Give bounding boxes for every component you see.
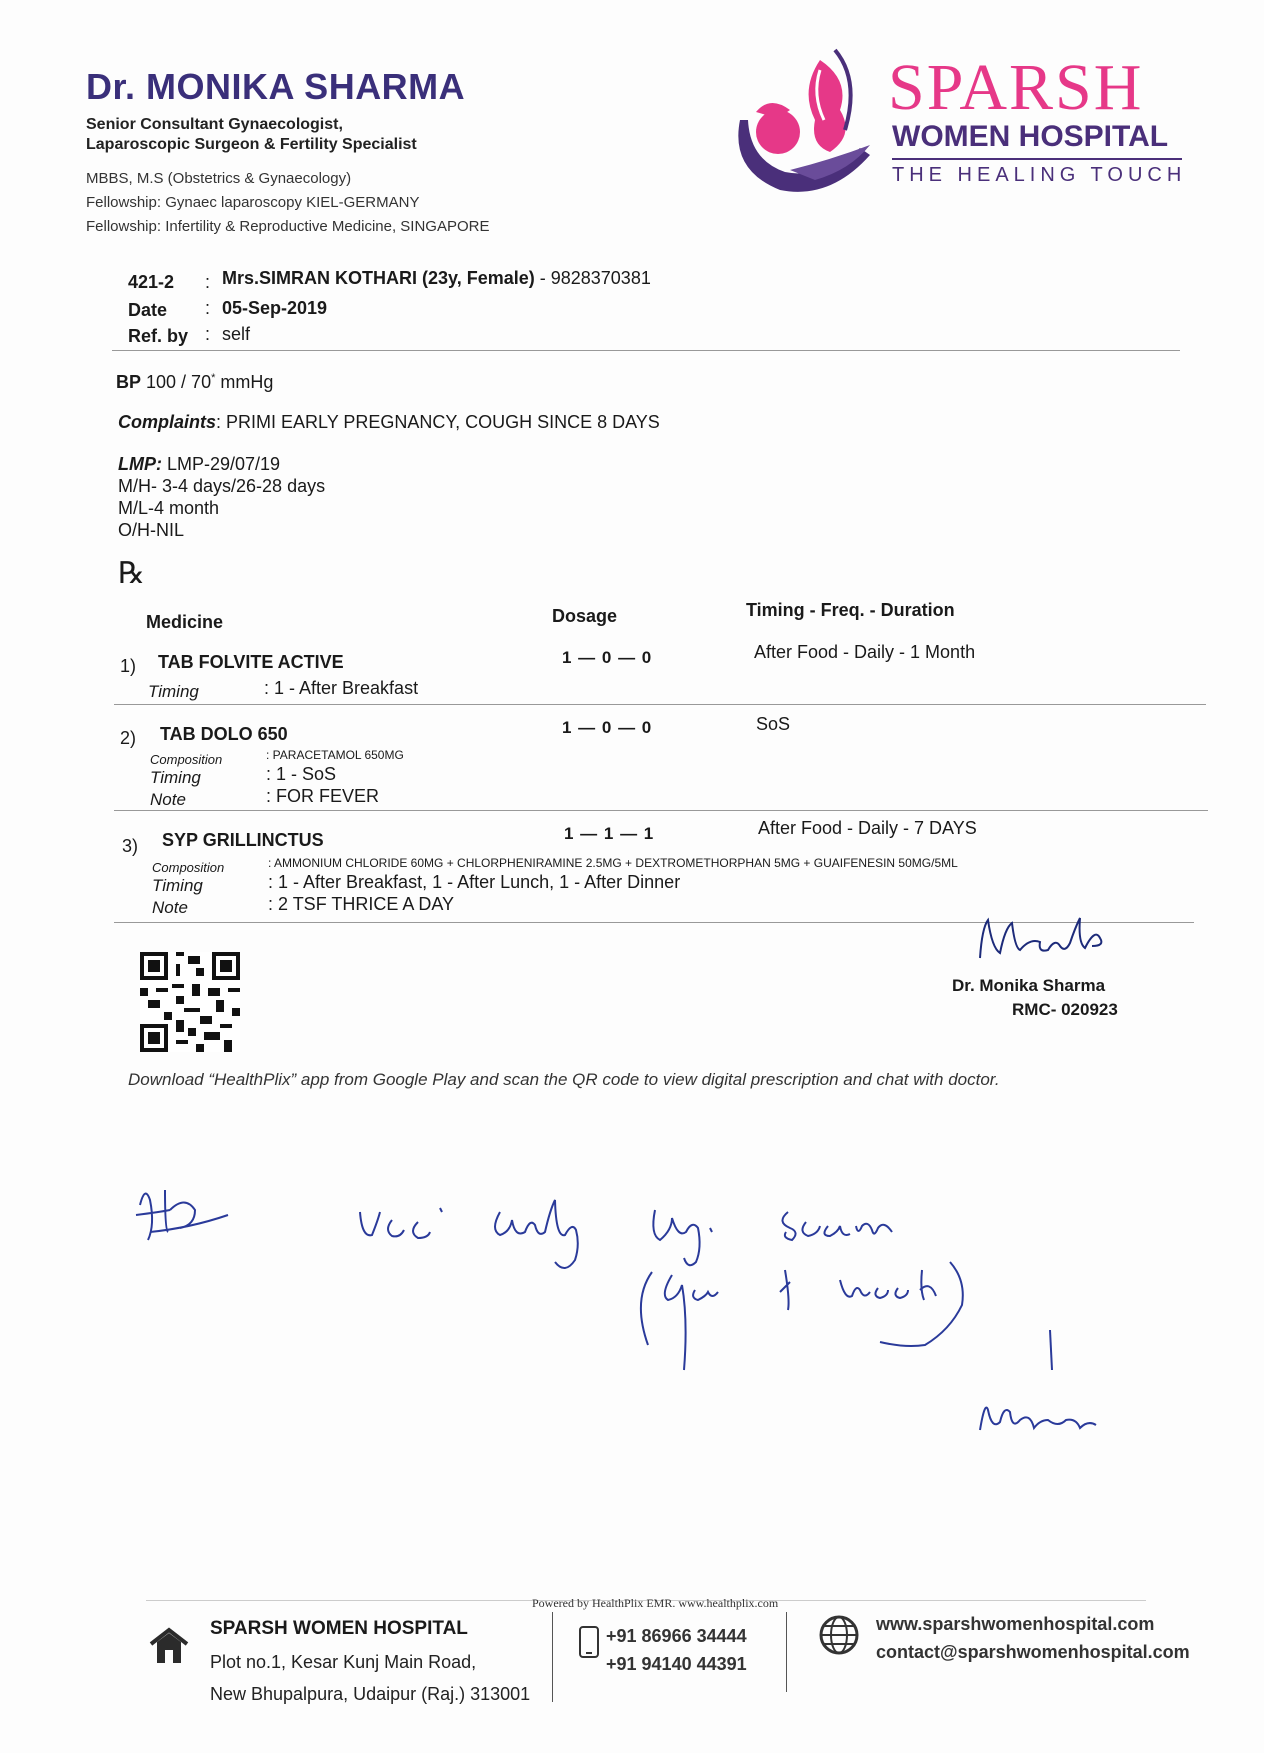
doctor-title-2: Laparoscopic Surgeon & Fertility Specialist: [86, 136, 417, 153]
complaints: [118, 412, 660, 433]
mobile-phone-icon: [578, 1626, 600, 1658]
doctor-fellowship-2: Fellowship: Infertility & Reproductive Medicine, SINGAPORE: [86, 218, 490, 235]
doctor-name: Dr. MONIKA SHARMA: [86, 66, 466, 107]
patient-id: 421-2: [128, 272, 175, 292]
footer-website[interactable]: www.sparshwomenhospital.com: [876, 1614, 1155, 1634]
rx-symbol: ℞: [118, 557, 145, 590]
footer-hospital-name: SPARSH WOMEN HOSPITAL: [210, 1618, 468, 1639]
footer-phone-1[interactable]: +91 86966 34444: [606, 1626, 747, 1646]
hospital-brand-subtitle: WOMEN HOSPITAL: [892, 120, 1169, 153]
medicine-name: TAB FOLVITE ACTIVE: [158, 652, 344, 672]
menstrual-history: M/H- 3-4 days/26-28 days: [118, 476, 326, 496]
header-medicine: Medicine: [146, 612, 224, 632]
medicine-dosage: 1 — 1 — 1: [564, 824, 655, 843]
ref-value: self: [222, 324, 251, 344]
hospital-logo-icon: [720, 40, 880, 200]
divider: [112, 350, 1180, 351]
qr-code-icon: [140, 952, 240, 1052]
obstetric-history: O/H-NIL: [118, 520, 185, 540]
doctor-signature: [970, 898, 1130, 978]
medicine-name: SYP GRILLINCTUS: [162, 830, 324, 850]
complaints-value: : PRIMI EARLY PREGNANCY, COUGH SINCE 8 DAYS: [216, 412, 660, 432]
date-value: 05-Sep-2019: [222, 298, 328, 318]
patient-phone: - 9828370381: [534, 268, 651, 288]
footer-email[interactable]: contact@sparshwomenhospital.com: [876, 1642, 1190, 1662]
download-note: Download “HealthPlix” app from Google Play and scan the QR code to view digital prescription and chat with doctor.: [128, 1070, 1000, 1089]
doctor-title-1: Senior Consultant Gynaecologist,: [86, 116, 343, 133]
medicine-dosage: 1 — 0 — 0: [562, 718, 653, 737]
footer-phone-2[interactable]: +91 94140 44391: [606, 1654, 747, 1674]
complaints-label: Complaints: [118, 412, 217, 432]
footer-address-2: New Bhupalpura, Udaipur (Raj.) 313001: [210, 1684, 531, 1704]
hospital-logo: [720, 40, 1200, 200]
date-label: Date: [128, 300, 168, 320]
header-dosage: Dosage: [552, 606, 618, 626]
patient-name: Mrs.SIMRAN KOTHARI (23y, Female): [222, 268, 535, 288]
globe-icon: [818, 1614, 860, 1656]
medicine-timing: After Food - Daily - 7 DAYS: [758, 818, 977, 838]
blood-pressure: BP 100 / 70* mmHg: [116, 372, 274, 392]
medicine-timing: SoS: [756, 714, 791, 734]
signatory-registration: RMC- 020923: [1012, 1000, 1118, 1019]
menstrual-life: M/L-4 month: [118, 498, 220, 518]
doctor-fellowship-1: Fellowship: Gynaec laparoscopy KIEL-GERMANY: [86, 194, 420, 211]
medicine-timing: After Food - Daily - 1 Month: [754, 642, 976, 662]
prescription-page: Dr. MONIKA SHARMA Senior Consultant Gynaecologist, Laparoscopic Surgeon & Fertility Specialist MBBS, M.S (Obstetrics & Gynaecology) Fellowship: Gynaec laparoscopy KIEL-GERMANY Fellowship: Infertility & Reproductive Medicine, SINGAPORE SPARSH WOMEN HOSPITAL THE HEALING TOUCH 421-2 : Mrs.SIMRAN KOTHARI (23y, Female) - 9828370381 Date : 05-Sep-2019 Ref. by : self BP 100 / 70* mmHg Complaints: PRIMI EARLY PREGNANCY, COUGH SINCE 8 DAYS LMP: LMP-29/07/19 M/H- 3-4 days/26-28 days M/L-4 month O/H-NIL ℞ Medicine Dosage Timing - Freq. - Duration 1) TAB FOLVITE ACTIVE 1 — 0 — 0 After Food - Daily - 1 Month Timing : 1 - After Breakfast 2) TAB DOLO 650 1 — 0 — 0 SoS Composition : PARACETAMOL 650MG Timing : 1 - SoS Note : FOR FEVER 3) SYP GRILLINCTUS 1 — 1 — 1 After Food - Daily - 7 DAYS Composition : AMMONIUM CHLORIDE 60MG + CHLORPHENIRAMINE 2.5MG + DEXTROMETHORPHAN 5MG + GUAIFENESIN 50MG/5ML Timing : 1 - After Breakfast, 1 - After Lunch, 1 - After Dinner Note : 2 TSF THRICE A DAY Dr. Monika Sharma RMC- 020923 Download “HealthPlix” app from Google Play and scan the QR code to view digital prescription and chat with doctor. Powered by HealthPlix EMR. www.healthplix.com SPARSH WOMEN HOSPITAL Plot no.1, Kesar Kunj Main Road, New Bhupalpura, Udaipur (Raj.) 313001 +91 86966 34444 +91 94140 44391 www.sparshwomenhospital.com contact@sparshwomenhospital.com: [0, 0, 1264, 1753]
medicine-dosage: 1 — 0 — 0: [562, 648, 653, 667]
signatory-name: Dr. Monika Sharma: [952, 976, 1106, 995]
hospital-tagline: THE HEALING TOUCH: [892, 164, 1187, 186]
hospital-brand: SPARSH: [888, 51, 1144, 124]
doctor-qualification: MBBS, M.S (Obstetrics & Gynaecology): [86, 170, 352, 187]
powered-by: Powered by HealthPlix EMR. www.healthplix.com: [532, 1596, 779, 1610]
patient-details: [222, 268, 651, 289]
header-timing: Timing - Freq. - Duration: [746, 600, 955, 620]
ref-label: Ref. by: [128, 326, 189, 346]
medicine-name: TAB DOLO 650: [160, 724, 288, 744]
home-icon: [148, 1626, 190, 1666]
lmp: LMP: LMP-29/07/19: [118, 454, 281, 474]
footer-address-1: Plot no.1, Kesar Kunj Main Road,: [210, 1652, 477, 1672]
brand-divider: [892, 158, 1182, 160]
